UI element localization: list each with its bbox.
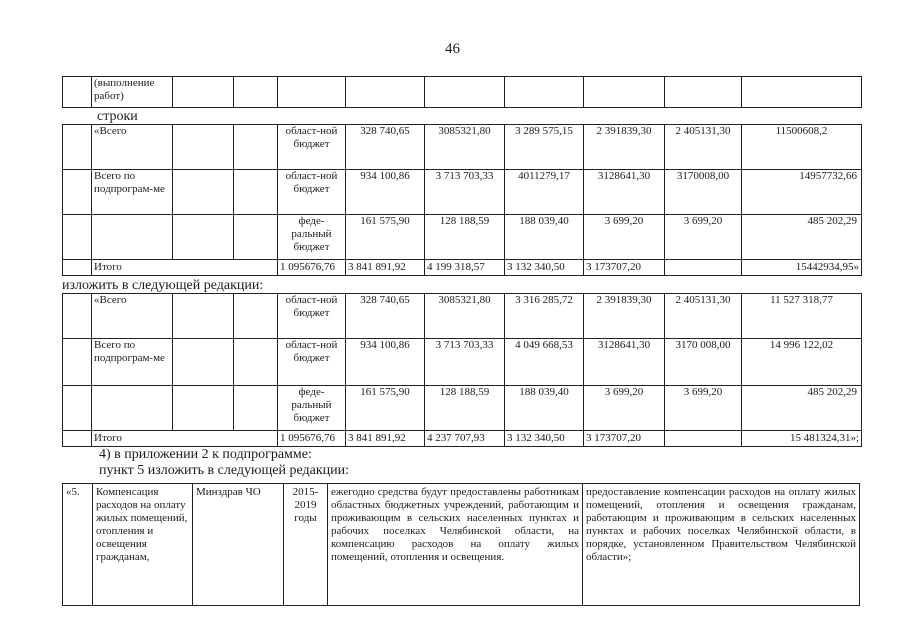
value-cell: 2 391839,30: [584, 294, 665, 339]
value-cell: 1 095676,76: [278, 260, 346, 276]
value-cell: 3085321,80: [425, 294, 505, 339]
value-cell: 3 713 703,33: [425, 339, 505, 386]
budget-table-old: [62, 76, 862, 108]
row-label: «Всего: [92, 294, 173, 339]
value-cell: 188 039,40: [505, 215, 584, 260]
table-row: [63, 339, 862, 386]
item-4-text: 4) в приложении 2 к подпрограмме:: [99, 447, 312, 462]
value-cell: 3 173707,20: [584, 260, 665, 276]
new-edition-text: изложить в следующей редакции:: [62, 278, 264, 293]
value-cell: 15 481324,31»;: [742, 431, 862, 447]
total-label: Итого: [92, 431, 278, 447]
cell-label: (выполнение работ): [92, 77, 173, 108]
value-cell: 3 699,20: [584, 215, 665, 260]
value-cell: 2 405131,30: [665, 294, 742, 339]
value-cell: 128 188,59: [425, 215, 505, 260]
rows-word: строки: [97, 109, 138, 124]
table-row: [63, 294, 862, 339]
table-row: [63, 386, 862, 431]
measure-description: предоставление компенсации расходов на оплату жилых помещений, отопления и освещения гражданам, работающим и проживающим в сельских населенных пунктах и рабочих поселках Челябинской области, в порядке, установленном Правительством Челябинской области»;: [583, 484, 860, 606]
value-cell: 3 841 891,92: [346, 260, 425, 276]
value-cell: 4 049 668,53: [505, 339, 584, 386]
value-cell: 14957732,66: [742, 170, 862, 215]
period: 2015-2019 годы: [284, 484, 328, 606]
value-cell: 3 699,20: [665, 215, 742, 260]
budget-table-old-rows: [62, 124, 862, 276]
value-cell: 11500608,2: [742, 125, 862, 170]
table-row: [63, 77, 862, 108]
value-cell: 1 095676,76: [278, 431, 346, 447]
value-cell: 3170008,00: [665, 170, 742, 215]
measure-table: [62, 483, 860, 606]
value-cell: 4 237 707,93: [425, 431, 505, 447]
value-cell: 3170 008,00: [665, 339, 742, 386]
value-cell: 3128641,30: [584, 170, 665, 215]
total-row: [63, 260, 862, 276]
value-cell: 3 173707,20: [584, 431, 665, 447]
budget-source: област-ной бюджет: [278, 294, 346, 339]
measure-name: Компенсация расходов на оплату жилых помещений, отопления и освещения гражданам,: [93, 484, 193, 606]
page-number: 46: [445, 41, 460, 57]
value-cell: 128 188,59: [425, 386, 505, 431]
row-label: Всего по подпрограм-ме: [92, 170, 173, 215]
item-number: «5.: [63, 484, 93, 606]
budget-source: област-ной бюджет: [278, 170, 346, 215]
row-label: [92, 386, 173, 431]
value-cell: 3 699,20: [665, 386, 742, 431]
value-cell: 328 740,65: [346, 294, 425, 339]
value-cell: 3085321,80: [425, 125, 505, 170]
value-cell: 3 316 285,72: [505, 294, 584, 339]
row-label: [92, 215, 173, 260]
table-row: [63, 484, 860, 606]
value-cell: 934 100,86: [346, 170, 425, 215]
value-cell: 188 039,40: [505, 386, 584, 431]
value-cell: 11 527 318,77: [742, 294, 862, 339]
value-cell: 328 740,65: [346, 125, 425, 170]
budget-source: феде-ральный бюджет: [278, 215, 346, 260]
value-cell: 3 289 575,15: [505, 125, 584, 170]
budget-source: област-ной бюджет: [278, 125, 346, 170]
value-cell: 485 202,29: [742, 386, 862, 431]
table-row: [63, 215, 862, 260]
expected-result: ежегодно средства будут предоставлены работникам областных бюджетных учреждений, работающим и проживающим в сельских населенных пунктах и рабочих поселках Челябинской области, на компенсацию расходов на оплату жилых помещений, отопления и освещения.: [328, 484, 583, 606]
total-label: Итого: [92, 260, 278, 276]
value-cell: 3 713 703,33: [425, 170, 505, 215]
table-row: [63, 125, 862, 170]
value-cell: 2 391839,30: [584, 125, 665, 170]
point-5-text: пункт 5 изложить в следующей редакции:: [99, 463, 349, 478]
row-label: «Всего: [92, 125, 173, 170]
value-cell: 4 199 318,57: [425, 260, 505, 276]
budget-source: феде-ральный бюджет: [278, 386, 346, 431]
value-cell: 161 575,90: [346, 386, 425, 431]
value-cell: 3 132 340,50: [505, 260, 584, 276]
table-row: [63, 170, 862, 215]
executor: Минздрав ЧО: [193, 484, 284, 606]
value-cell: 485 202,29: [742, 215, 862, 260]
budget-source: област-ной бюджет: [278, 339, 346, 386]
row-label: Всего по подпрограм-ме: [92, 339, 173, 386]
value-cell: 934 100,86: [346, 339, 425, 386]
budget-table-new: [62, 293, 862, 447]
value-cell: 4011279,17: [505, 170, 584, 215]
total-row: [63, 431, 862, 447]
value-cell: 3 699,20: [584, 386, 665, 431]
value-cell: 15442934,95»: [742, 260, 862, 276]
value-cell: 3128641,30: [584, 339, 665, 386]
value-cell: 3 841 891,92: [346, 431, 425, 447]
value-cell: 2 405131,30: [665, 125, 742, 170]
value-cell: 14 996 122,02: [742, 339, 862, 386]
value-cell: 161 575,90: [346, 215, 425, 260]
value-cell: 3 132 340,50: [505, 431, 584, 447]
